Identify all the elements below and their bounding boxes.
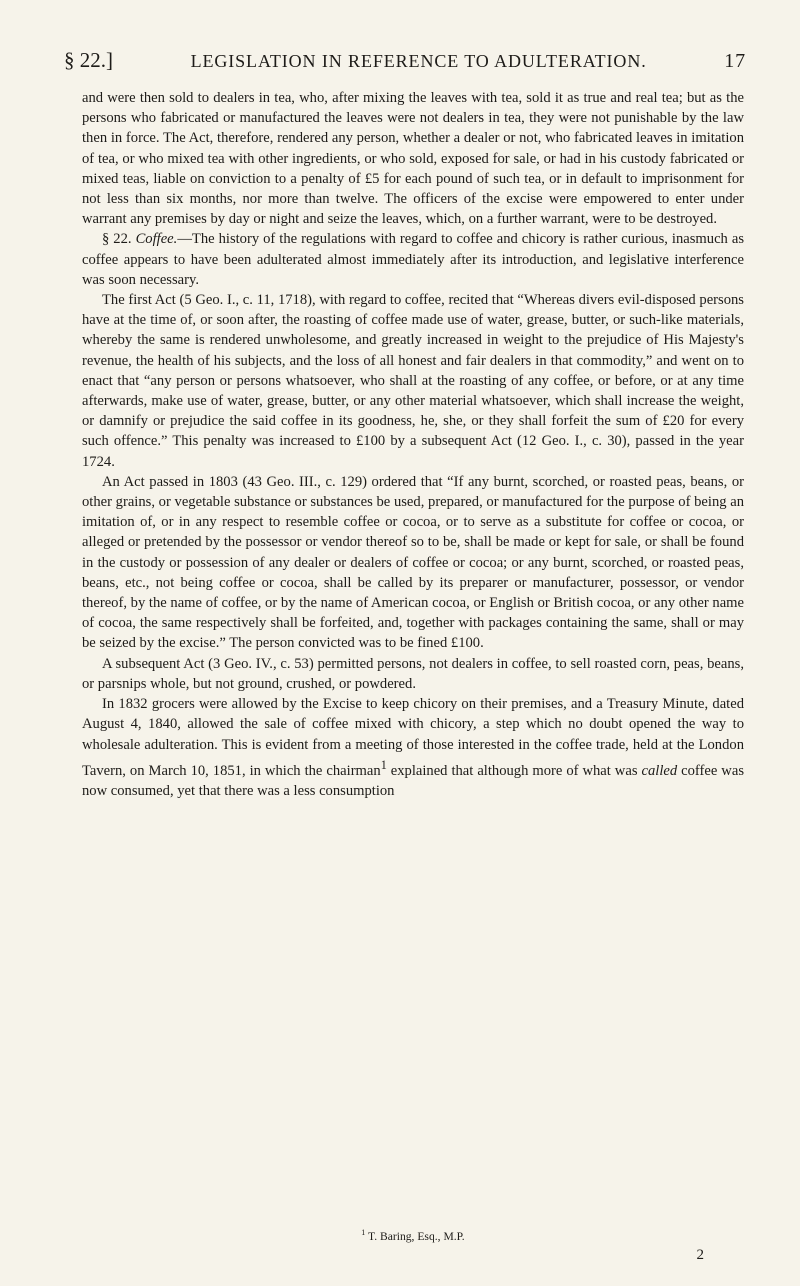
running-header	[64, 48, 746, 88]
section-mark: § 22.	[102, 231, 132, 248]
paragraph-first-act: The first Act (5 Geo. I., c. 11, 1718), with regard to coffee, recited that “Whereas divers evil-disposed persons have at the time of, or soon after, the roasting of coffee made use of water, grease, butter, or such-like materials, whereby the same is rendered unwholesome, and greatly increased in weight to the prejudice of His Majesty's revenue, the health of his subjects, and the loss of all honest and fair dealers in that commodity,” and went on to enact that “any person or persons whatsoever, who shall at the roasting of any coffee, or before, or at any time afterwards, make use of water, grease, butter, or any other material whatsoever, which shall increase the weight, or damnify or prejudice the said coffee in its goodness, he, she, or they shall forfeit the sum of £20 for every such offence.” This penalty was increased to £100 by a subsequent Act (12 Geo. I., c. 30), passed in the year 1724.	[82, 292, 744, 470]
paragraph-text-tail-a: explained that although more of what was	[386, 762, 642, 779]
footnote-text: T. Baring, Esq., M.P.	[367, 1229, 465, 1243]
footnote-mark: 1	[361, 1228, 366, 1237]
page-number: 17	[724, 50, 746, 72]
paragraph-continuation: and were then sold to dealers in tea, who, after mixing the leaves with tea, sold it as true and real tea; but as the persons who fabricated or manufactured the leaves were not dealers in tea, they were not punishable by the law then in force. The Act, therefore, rendered any person, whether a dealer or not, who fabricated leaves in imitation of tea, or who mixed tea with other ingredients, or who sold, exposed for sale, or had in his custody fabricated or mixed teas, liable on conviction to a penalty of £5 for each pound of such tea, or in default to imprisonment for not less than six months, nor more than twelve. The officers of the excise were empowered to enter under warrant any premises by day or night and seize the leaves, which, on a further warrant, were to be destroyed.	[82, 90, 744, 228]
paragraph-1832	[82, 694, 744, 801]
signature-mark: 2	[696, 1247, 704, 1263]
paragraph-act-1803: An Act passed in 1803 (43 Geo. III., c. 129) ordered that “If any burnt, scorched, or roasted peas, beans, or other grains, or vegetable substance or substances be used, prepared, or manufactured for the purpose of being an imitation of, or in any respect to resemble coffee or cocoa, or to serve as a substitute for coffee or cocoa, or alleged or pretended by the possessor or vendor thereof so to be, shall be made or kept for sale, or shall be found in the custody or possession of any dealer or dealers of coffee or cocoa; or any burnt, scorched, or roasted peas, beans, etc., not being coffee or cocoa, shall be called by its preparer or manufacturer, possessor, or vendor thereof, by the name of coffee, or by the name of American cocoa, or English or British cocoa, or any other name of cocoa, the same respectively shall be forfeited, and, together with packages containing the same, shall or may be seized by the excise.” The person convicted was to be fined £100.	[82, 473, 744, 652]
section-marker: § 22.]	[64, 48, 113, 72]
footnote	[82, 1228, 744, 1243]
paragraph-coffee-intro	[82, 229, 744, 290]
footnote-ref[interactable]: 1	[380, 757, 387, 772]
emphasis-called: called	[641, 762, 678, 779]
paragraph-text: In 1832 grocers were allowed by the Excise to keep chicory on their premises, and a Treasury Minute, dated August 4, 1840, allowed the sale of coffee mixed with chicory, a step which no doubt opened the way to wholesale adulteration. This is evident from a meeting of those interested in the coffee trade, held at the London Tavern, on March 10, 1851, in which the chairman	[82, 696, 744, 779]
running-title: LEGISLATION IN REFERENCE TO ADULTERATION.	[190, 51, 647, 71]
paragraph-subsequent-act: A subsequent Act (3 Geo. IV., c. 53) permitted persons, not dealers in coffee, to sell roasted corn, peas, beans, or parsnips whole, but not ground, crushed, or powdered.	[82, 655, 744, 692]
paragraph-text: The history of the regulations with regard to coffee and chicory is rather curious, inasmuch as coffee appears to have been adulterated almost immediately after its introduction, and legislative interference was soon necessary.	[82, 231, 745, 288]
section-heading: Coffee.	[135, 231, 178, 248]
body-text	[82, 88, 744, 801]
heading-dash: —	[177, 231, 192, 248]
paragraph-text-tail-b: coffee was now consumed, yet that there was a less consumption	[82, 762, 744, 799]
